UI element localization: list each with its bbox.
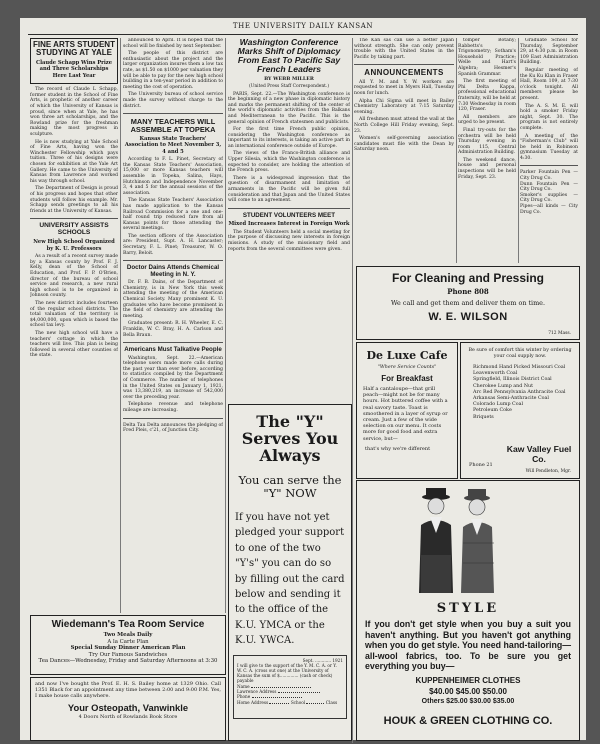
paragraph: He is now studying at Yale School of Fine Arts, having won the Winchester Fellowship which pays tuition. Three of his designs were chosen for exhibition at the Yale Art Gallery. He came to the University of Kansas from Lawrence and worked his way through school.	[30, 139, 118, 184]
headline-volunteers: STUDENT VOLUNTEERS MEET	[242, 211, 336, 219]
coupon-fields[interactable]: Name Lawrence Address Phone Home Address School Class	[237, 683, 338, 705]
article-volunteers-body	[228, 230, 350, 252]
ad-deluxe-foot: that's why we're different	[365, 445, 431, 452]
ad-cleaning-phone: Phone 808	[447, 287, 489, 296]
ad-wiedemann	[30, 615, 226, 675]
coupon-date[interactable]: Sept. ............ 1921	[302, 657, 343, 663]
ad-coal-addr: Will Pendleton, Mgr.	[525, 469, 571, 474]
ad-coal-lead: Be sure of comfort this winter by ordering your coal supply now.	[468, 348, 572, 359]
paragraph: Final try-outs for the orchestra will be held Thursday evening in room 115, Central Administration Building.	[458, 127, 516, 156]
headline-washington: Washington Conference Marks Shift of Diplomacy From East To Pacific Say French Leaders	[237, 38, 341, 75]
ad-ymca-body: If you have not yet pledged your support to one of the two "Y's" you can do so by filling out the card below and sending it to the office of the K.U. YMCA or the K.U. YWCA.	[235, 512, 345, 647]
paragraph: The people of this district are enthusiastic about the project and the larger organization insures them a low tax rate, as $1.50 on $1000 per valuation they will be able to pay for the new high school building in a ten-year period in addition to meeting the cost of operation.	[123, 51, 223, 90]
divider	[123, 260, 223, 261]
drug-ad-row: Dunn Fountain Pen — City Drug Co.	[520, 181, 578, 193]
divider	[354, 64, 454, 65]
paragraph: tomper Botany; Rabbetts's Trigonometry; Sotham's Household Practice; Welle and Hart's Algebra; Hesmer's Spanish Grammar.	[458, 38, 516, 77]
drug-ad-row: Smoker's supplies — City Drug Co.	[520, 192, 578, 204]
paragraph: The new high school will have a teachers' cottage in which the teachers will live. This plan is being followed in several other counties of the state.	[30, 330, 118, 359]
paragraph: A meeting of the "Fisherman's Club" will be held in Robinson gymnasium Tuesday at 4:30.	[520, 133, 578, 161]
column-rule	[518, 38, 519, 263]
column-6	[520, 38, 578, 263]
coal-item: Arkansas Semi-Anthracite Coal	[473, 396, 549, 402]
headline-telephone: Americans Must Talkative People	[124, 346, 222, 354]
column-rule	[456, 38, 457, 263]
paragraph: The first meeting of Phi Delta Kappa, professional educational fraternity, will be held at 7:30 Wednesday in room 120, Fraser.	[458, 79, 516, 113]
paragraph: The University bureau of school service made the survey without charge to the district.	[123, 92, 223, 109]
column-2	[123, 38, 223, 613]
paragraph: All Y. M. and Y. W. workers are requested to meet in Myers Hall, Tuesday noon for lunch.	[354, 79, 454, 96]
subhead-volunteers: Mixed Increases Interest in Foreign Work	[228, 221, 350, 228]
coal-item: Arc Red Pennsylvania Anthracite Coal	[473, 389, 566, 395]
ad-ymca	[228, 404, 352, 741]
ad-osteopath-sub: 4 Doors North of Rowlands Book Store	[78, 714, 178, 720]
drug-ads	[520, 170, 578, 215]
paragraph: The new district includes fourteen of the regular school districts. The total valuation of the territory is $4,000,000, upon which is based the school tax levy.	[30, 300, 118, 329]
ad-style	[356, 480, 580, 741]
subhead-yale: Claude Schapp Wins Prize and Three Scholarships Here Last Year	[35, 59, 113, 79]
paragraph: Telephone revenue and telephone mileage are increasing.	[123, 402, 223, 414]
paragraph: Dr. F. B. Dains, of the Department of Chemistry, is in New York this week attending the meeting of the American Chemical Society. Many prominent K. U. graduates who have become prominent in the field of chemistry are attending the meeting.	[123, 280, 223, 319]
ad-coal	[460, 342, 580, 479]
ad-coal-phone: Phone 21	[469, 462, 493, 468]
divider	[228, 208, 350, 209]
coal-item: Springfield, Illinois District Coal	[473, 377, 552, 383]
article-yale-body	[30, 87, 118, 214]
divider	[520, 165, 578, 166]
masthead-title: THE UNIVERSITY DAILY KANSAN	[232, 22, 374, 30]
paragraph: There is a widespread impression that the question of disarmament and limitation of armaments in the Pacific will be given full consideration and that Japan and the United States will come to an agreement.	[228, 175, 350, 204]
coal-item: Leavenworth Coal	[473, 371, 518, 377]
coal-item: Richmond Hand Picked Missouri Coal	[473, 365, 566, 370]
coat-icon	[421, 555, 451, 593]
paragraph: Regular meeting of the Ku Ku Klan in Fraser Hall, Room 109, at 7:30 o'clock tonight. All members please be present.	[520, 67, 578, 101]
ad-cleaning-title: For Cleaning and Pressing	[391, 271, 545, 285]
divider	[123, 342, 223, 343]
article-continued	[354, 38, 454, 60]
paragraph: For the first time French public opinion, considering the Washington conference as important to its interests, is taking an active part in an international conference outside of Europe.	[228, 127, 350, 149]
divider	[123, 418, 223, 419]
ad-coal-name: Kaw Valley Fuel Co.	[506, 444, 572, 464]
masthead	[20, 21, 586, 32]
paragraph: All members are urged to be present.	[458, 114, 516, 126]
column-4	[354, 38, 454, 263]
article-dains-body	[123, 280, 223, 338]
paragraph: The Kan sas can use a better Japan without strength. She can only prevent trouble with the United States in the Pacific by taking part.	[354, 38, 454, 60]
paragraph: announced to April. It is hoped that the school will be finished by next September.	[123, 38, 223, 49]
ad-ymca-sub: You can serve the "Y" NOW	[238, 473, 342, 500]
ad-cleaning-line: We call and get them and deliver them on time.	[391, 299, 545, 307]
ad-wiedemann-lines: Two Meals Daily A la Carte Plan Special Sunday Dinner American Plan Try Our Famous Sandwiches Tea Dances—Wednesday, Friday and Saturday Afternoons at 3:30	[38, 632, 218, 665]
ymca-pledge-card[interactable]	[233, 655, 347, 719]
hat-icon	[426, 488, 446, 498]
face-icon	[469, 499, 485, 515]
headline-teachers: MANY TEACHERS WILL ASSEMBLE AT TOPEKA	[130, 117, 216, 134]
ad-style-prices: $40.00 $45.00 $50.00	[429, 687, 507, 696]
column-rule	[352, 38, 353, 743]
ad-deluxe-tag: "Where Service Counts"	[377, 365, 437, 370]
ad-deluxe-title: De Luxe Cafe	[366, 349, 448, 362]
coupon-text: I will give to the support of the Y. M. C. A. or Y. W. C. A. (cross out one) at the University of Kansas the sum of $.............. (cash or check) payable	[237, 662, 337, 683]
subhead-teachers: Kansas State Teachers' Association to Meet November 3, 4 and 5	[124, 135, 222, 155]
coal-item: Petroleum Coke	[473, 408, 512, 414]
paragraph: According to F. L. Pinet, Secretary of the Kansas State Teachers' Association, 15,000 or more Kansas teachers will assemble in Topeka, Salina, Hays, Hutchinson and Independence November 3, 4 and 5 for the annual sessions of the association.	[123, 157, 223, 196]
paragraph: The Kansas State Teachers' Association has made application to the Kansas Railroad Commission for a one and one-half round trip reduced fare from all Kansas points for those attending the several meetings.	[123, 198, 223, 232]
headline-schools: UNIVERSITY ASSISTS SCHOOLS	[39, 222, 109, 237]
ad-deluxe-body: Half a cantaloupe—that grill peach—might not be for many hours. Hot buttered coffee with a real savory taste. Toast is smoothered in a layer of syrup or cream. Just a few of the wide selection on our menu. It costs more for good food and extra service, but—	[363, 386, 448, 442]
ad-style-body: If you don't get style when you buy a suit you haven't anything. But you haven't got anything when you do get style. You need hand-tailoring—all-wool fabrics, too. To be sure you get everything you buy—	[365, 619, 571, 672]
divider	[30, 218, 118, 219]
hat-icon	[468, 489, 486, 499]
announcements-body	[354, 80, 454, 153]
paragraph: All freshmen must attend the wall at the North College Hill Friday evening, Sept. 23.	[354, 117, 454, 134]
paragraph: The section officers of the Association are: President, Supt. A. H. Lancaster; Secretary, F. L. Pinet; Treasurer, W. O. Barry, Beloit.	[123, 233, 223, 256]
ad-osteopath-title: Your Osteopath, Vanwinkle	[67, 702, 189, 713]
ad-cleaning	[356, 266, 580, 340]
ad-style-store: HOUK & GREEN CLOTHING CO.	[383, 715, 553, 727]
ad-ymca-title: The "Y" Serves You Always	[241, 412, 339, 465]
paragraph: Graduate School for Thursday, September 29, at 4:30 p.m. in Room 109 East Administration Building.	[520, 38, 578, 66]
ad-style-brand: KUPPENHEIMER CLOTHES	[415, 676, 521, 685]
article-schools-continued	[123, 38, 223, 109]
notices-body-2	[520, 38, 578, 161]
ad-cleaning-name: W. E. WILSON	[428, 311, 508, 323]
paragraph: The Student Volunteers held a social meeting for the purpose of discussing new interests in foreign missions. A study of the missionary field and reports from the several committees were given.	[228, 229, 350, 252]
byline: BY WEBB MILLER	[264, 76, 314, 83]
drug-ad-row: Parker Fountain Pen — City Drug Co.	[520, 170, 578, 182]
paragraph: The Department of Design is proud of his progress and hopes that other students will follow his example. Mr. Schapp sends greetings to all his friends at the University of Kansas.	[30, 186, 118, 214]
paragraph: Graduates present: R. H. Wheeler, E. C. Franklin, W. C. Bray, H. A. Carlson and Bella Braun.	[123, 321, 223, 338]
pledge-note: Delta Tau Delta announces the pledging of Fred Pleis, c'21, of Junction City.	[123, 422, 223, 434]
headline-yale: FINE ARTS STUDENT STUDYING AT YALE	[33, 40, 115, 58]
paragraph: Washington, Sept. 22.—American telephone users made more calls during the past year than ever before, according to statistics compiled by the Department of Commerce. The number of telephones in the United States on January 1, 1921, was 13,380,219, an increase of 542,000 over the preceding year.	[123, 355, 223, 400]
ad-deluxe-head: For Breakfast	[381, 374, 433, 383]
paragraph: The record of Claude L Schapp, former student in the School of Fine Arts, is prophetic of another career of which the University of Kansas is proud, since when at Yale, he has won three art scholarships, and the Rowland prize for the freshman making the most progress in sculpture.	[30, 87, 118, 138]
subhead-schools: New High School Organized by K. U. Professors	[33, 239, 115, 252]
drug-ad-row: Pipes—all kinds — City Drug Co.	[520, 204, 578, 215]
notices-body	[458, 38, 516, 180]
column-rule	[120, 38, 121, 613]
column-rule	[225, 38, 226, 613]
column-5	[458, 38, 516, 263]
article-washington-body	[228, 92, 350, 204]
article-schools-body	[30, 254, 118, 359]
column-1	[30, 38, 118, 613]
article-telephone-body	[123, 356, 223, 414]
paragraph: Alpha Chi Sigma will meet in Bailey Chemistry Laboratory at 7:15 Saturday evening.	[354, 98, 454, 115]
headline-dains: Doctor Dains Attends Chemical Meeting in N. Y.	[126, 264, 220, 278]
headline-announcements: ANNOUNCEMENTS	[364, 68, 444, 78]
ad-style-title: STYLE	[436, 601, 500, 616]
paragraph: The A. S. M. E. will hold a smoker Friday night, Sept. 30. The program is not entirely complete.	[520, 103, 578, 131]
paragraph: The weekend dance, house and personal inspections will be held Friday, Sept. 23.	[458, 157, 516, 180]
paragraph: As a result of a recent survey made by a Kansas county by Prof. F. J. Kelly, dean of the School of Education, and Prof. F. P. O'Brien, director of the bureau of school service and research, a new rural high school is to be organized in Johnson county.	[30, 254, 118, 299]
paragraph: PARIS, Sept. 22.—The Washington conference is the beginning of a new phase in diplomatic history and marks the permanent shifting of the center of the world's diplomatic activities from the Balkans and Mediterranean to the Pacific. This is the general opinion of French statesmen and publicists.	[228, 91, 350, 125]
ad-osteopath-body: and now I've bought the Prof. E. H. S. Bailey home at 1329 Ohio. Call 1351 Black for an appointment any time between 2:00 and 9:00 P.M. Yes, I make house calls anywhere.	[35, 681, 221, 699]
article-yale	[30, 38, 118, 84]
ad-deluxe-cafe	[356, 342, 458, 479]
coal-item: Cherokee Lump and Nut	[473, 383, 534, 389]
face-icon	[428, 498, 444, 514]
newspaper-page	[20, 18, 586, 740]
ad-cleaning-addr: 712 Mass.	[548, 331, 571, 336]
paragraph: Women's self-governing association candidates must file with the Dean by Saturday noon.	[354, 136, 454, 153]
ad-wiedemann-title: Wiedemann's Tea Room Service	[51, 619, 205, 630]
ad-osteopath	[30, 677, 226, 741]
masthead-rule	[28, 34, 578, 35]
article-teachers-body	[123, 157, 223, 256]
coal-item: Briquets	[473, 414, 494, 420]
dateline: (United Press Staff Correspondent.)	[248, 84, 330, 90]
paragraph: The views of the Franco-British alliance and Upper Silesia, which the Washington conference is expected to consider, are holding the attention of the French press.	[228, 151, 350, 174]
divider	[123, 113, 223, 114]
ad-coal-items	[473, 365, 579, 421]
ad-style-prices2: Others $25.00 $30.00 $35.00	[421, 698, 515, 705]
illustration	[399, 485, 509, 597]
coal-item: Colorado Lump Coal	[473, 402, 523, 408]
